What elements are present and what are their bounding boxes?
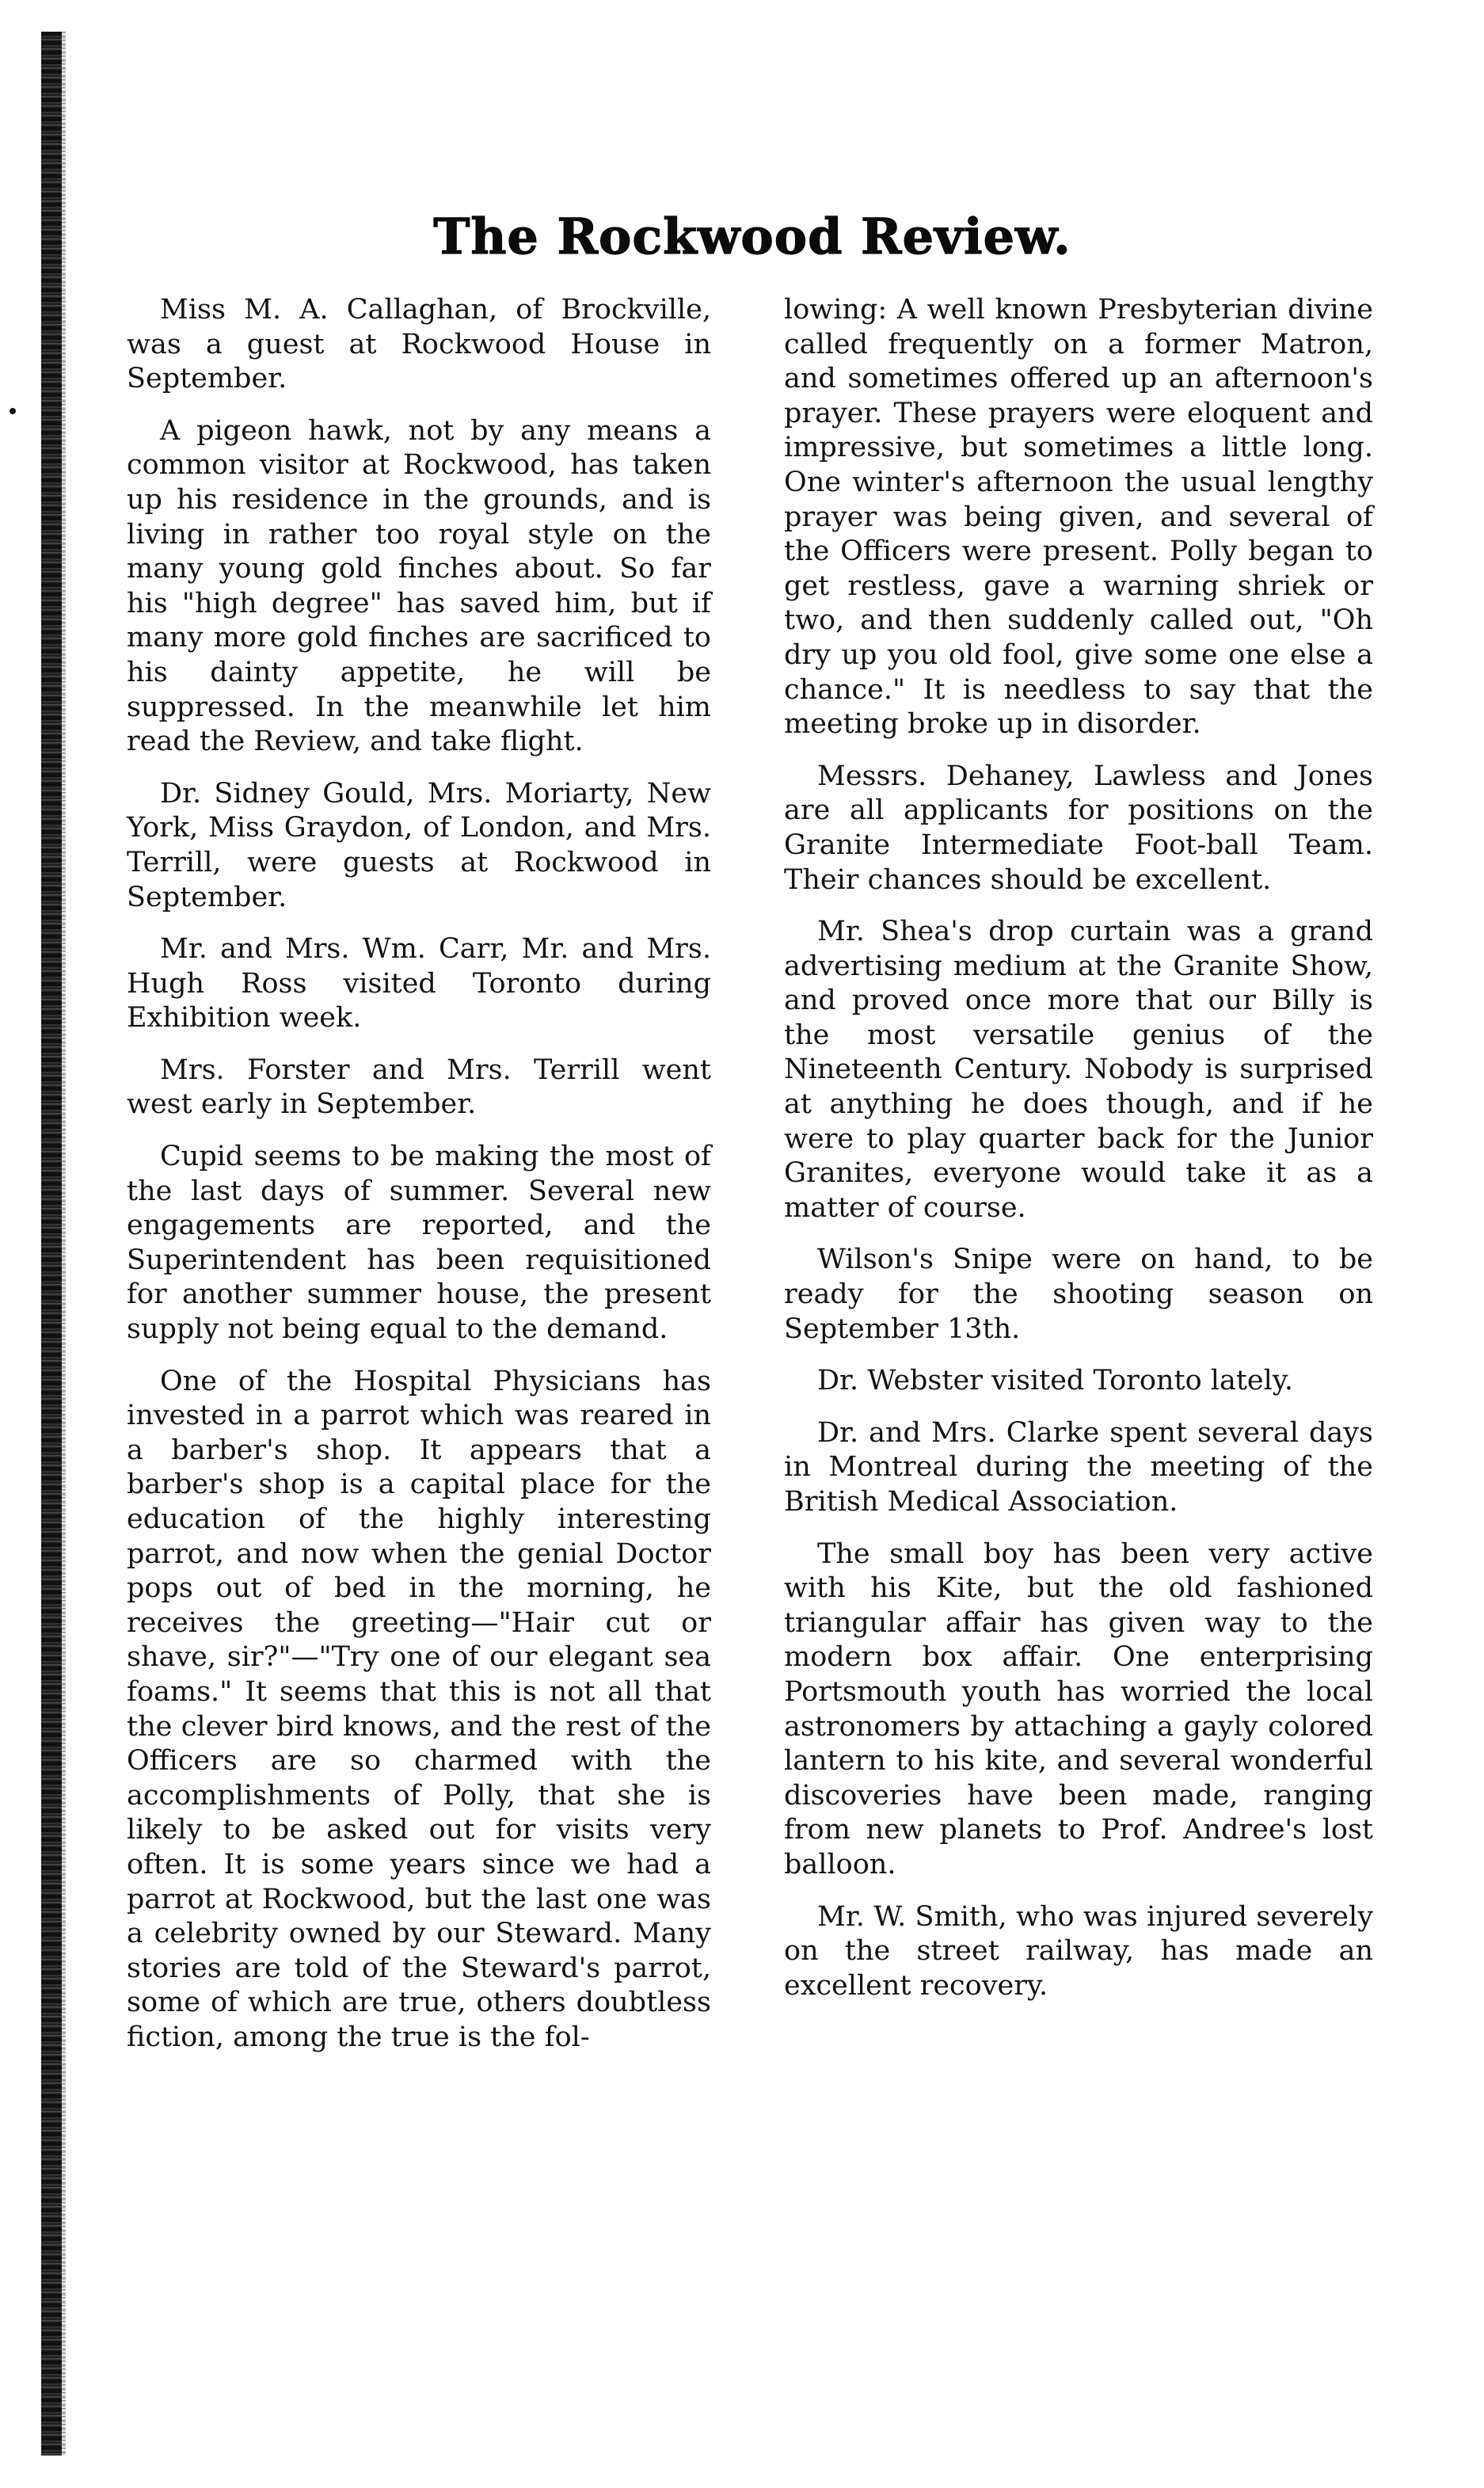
left-column bbox=[127, 293, 711, 2073]
right-column bbox=[784, 293, 1373, 2021]
paragraph: Dr. Sidney Gould, Mrs. Moriarty, New York, Miss Graydon, of London, and Mrs. Terrill, were guests at Rockwood in September. bbox=[127, 777, 711, 913]
paragraph-continuation: lowing: A well known Presbyterian divine called frequently on a former Matron, and sometimes offered up an afternoon's prayer. These prayers were eloquent and impressive, but sometimes a little long. One winter's afternoon the usual lengthy prayer was being given, and several of the Officers were present. Polly began to get restless, gave a warning shriek or two, and then suddenly called out, "Oh dry up you old fool, give some one else a chance." It is needless to say that the meeting broke up in disorder. bbox=[784, 294, 1373, 741]
paragraph: Dr. and Mrs. Clarke spent several days in Montreal during the meeting of the British Medical Association. bbox=[784, 1416, 1373, 1518]
page-title: The Rockwood Review. bbox=[433, 208, 1071, 265]
paragraph: The small boy has been very active with his Kite, but the old fashioned triangular affair has given way to the modern box affair. One enterprising Portsmouth youth has worried the local astronomers by attaching a gayly colored lantern to his kite, and several wonderful discoveries have been made, ranging from new planets to Prof. Andree's lost balloon. bbox=[784, 1537, 1373, 1880]
paragraph: Miss M. A. Callaghan, of Brockville, was a guest at Rockwood House in September. bbox=[127, 294, 711, 395]
paragraph: Mrs. Forster and Mrs. Terrill went west early in September. bbox=[127, 1053, 711, 1121]
binding-edge-fringe bbox=[62, 32, 66, 2456]
paragraph: Mr. Shea's drop curtain was a grand advertising medium at the Granite Show, and proved once more that our Billy is the most versatile genius of the Nineteenth Century. Nobody is surprised at anything he does though, and if he were to play quarter back for the Junior Granites, everyone would take it as a matter of course. bbox=[784, 916, 1373, 1224]
paragraph: Mr. W. Smith, who was injured severely on the street railway, has made an excellent recovery. bbox=[784, 1900, 1373, 2002]
paragraph: Messrs. Dehaney, Lawless and Jones are all applicants for positions on the Granite Intermediate Foot-ball Team. Their chances should be excellent. bbox=[784, 760, 1373, 896]
binding-edge bbox=[41, 32, 62, 2456]
paragraph: Wilson's Snipe were on hand, to be ready for the shooting season on September 13th. bbox=[784, 1244, 1373, 1345]
paragraph: Mr. and Mrs. Wm. Carr, Mr. and Mrs. Hugh Ross visited Toronto during Exhibition week. bbox=[127, 933, 711, 1034]
ink-speck bbox=[10, 408, 16, 414]
paragraph: Dr. Webster visited Toronto lately. bbox=[817, 1365, 1294, 1397]
paragraph: A pigeon hawk, not by any means a common visitor at Rockwood, has taken up his residence in the grounds, and is living in rather too royal style on the many young gold finches about. So far his "high degree" has saved him, but if many more gold finches are sacrificed to his dainty appetite, he will be suppressed. In the meanwhile let him read the Review, and take flight. bbox=[127, 414, 711, 758]
paragraph: One of the Hospital Physicians has invested in a parrot which was reared in a barber's shop. It appears that a barber's shop is a capital place for the education of the highly interesting parrot, and now when the genial Doctor pops out of bed in the morning, he receives the greeting—"Hair cut or shave, sir?"—"Try one of our elegant sea foams." It seems that this is not all that the clever bird knows, and the rest of the Officers are so charmed with the accomplishments of Polly, that she is likely to be asked out for visits very often. It is some years since we had a parrot at Rockwood, but the last one was a celebrity owned by our Steward. Many stories are told of the Steward's parrot, some of which are true, others doubtless fiction, among the true is the fol- bbox=[127, 1365, 711, 2053]
paragraph: Cupid seems to be making the most of the last days of summer. Several new engagements are reported, and the Superintendent has been requisitioned for another summer house, the present supply not being equal to the demand. bbox=[127, 1141, 711, 1346]
